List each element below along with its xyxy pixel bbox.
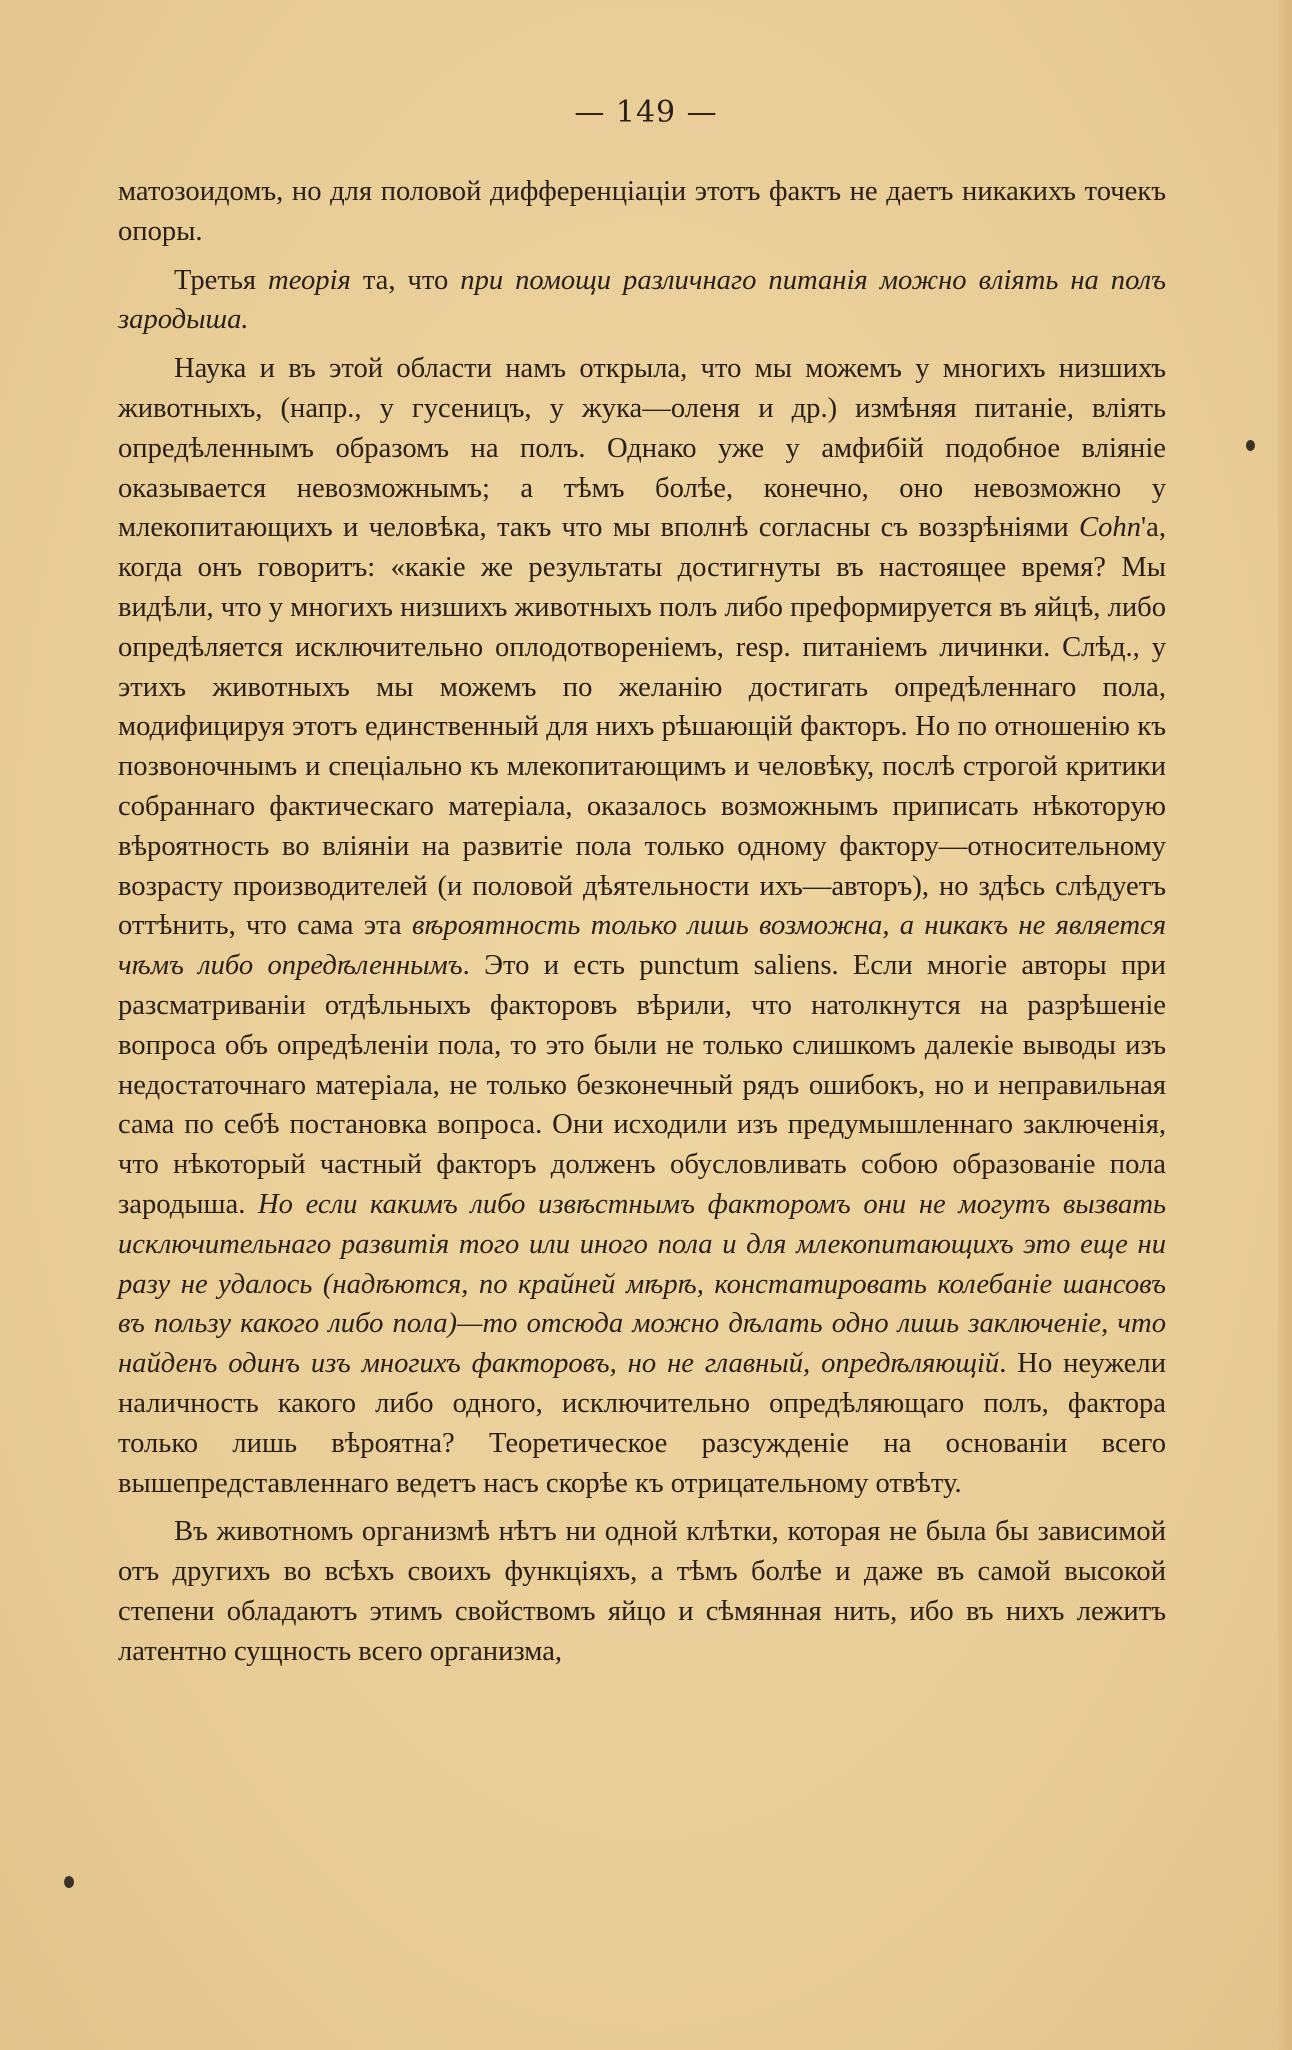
ink-spot <box>1246 440 1255 451</box>
paragraph <box>118 172 1166 252</box>
paragraph <box>118 349 1166 1503</box>
italic-run: при помощи различнаго питанія можно вліять на полъ зародыша. <box>118 264 1166 336</box>
paragraph <box>118 261 1166 341</box>
text-run: Третья <box>174 264 269 296</box>
italic-run: Но если какимъ либо извѣстнымъ факторомъ они не могутъ вызвать исключительнаго развитія того или иного пола и для млекопитающихъ это еще ни разу не удалось (надѣются, по крайней мѣрѣ, констатировать колебаніе шансовъ въ пользу какого либо пола)—то отсюда можно дѣлать одно лишь заключеніе, что найденъ одинъ изъ многихъ факторовъ, но не главный, опредѣляющій <box>118 1188 1166 1380</box>
page-number: — 149 — <box>574 95 718 130</box>
body-text <box>118 172 1166 1671</box>
text-run: 'а, когда онъ говоритъ: «какіе же результаты достигнуты въ настоящее время? Мы видѣли, что у многихъ низшихъ животныхъ полъ либо преформируется въ яйцѣ, либо опредѣляется исключительно оплодотвореніемъ, resp. питаніемъ личинки. Слѣд., у этихъ животныхъ мы можемъ по желанію достигать опредѣленнаго пола, модифицируя этотъ единственный для нихъ рѣшающій факторъ. Но по отношенію къ позвоночнымъ и спеціально къ млекопитающимъ и человѣку, послѣ строгой критики собраннаго фактическаго матеріала, оказалось возможнымъ приписать нѣкоторую вѣроятность во вліяніи на развитіе пола только одному фактору—относительному возрасту производителей (и половой дѣятельности ихъ—авторъ), но здѣсь слѣдуетъ оттѣнить, что сама эта <box>118 512 1166 942</box>
text-run: . Но неужели наличность какого либо одного, исключительно опредѣляющаго полъ, фактора только лишь вѣроятна? Теоретическое разсужденіе на основаніи всего вышепредставленнаго ведетъ насъ скорѣе къ отрицательному отвѣту. <box>118 1348 1166 1499</box>
text-run: матозоидомъ, но для половой дифференціаціи этотъ фактъ не даетъ никакихъ точекъ опоры. <box>118 176 1166 247</box>
italic-run: теорія <box>268 264 351 296</box>
text-run: . Это и есть punctum saliens. Если многіе авторы при разсматриваніи отдѣльныхъ факторовъ вѣрили, что натолкнутся на разрѣшеніе вопроса объ опредѣленіи пола, то это были не только слишкомъ далекіе выводы изъ недостаточнаго матеріала, не только безконечный рядъ ошибокъ, но и неправильная сама по себѣ постановка вопроса. Они исходили изъ предумышленнаго заключенія, что нѣкоторый частный факторъ долженъ обусловливать собою образованіе пола зародыша. <box>118 950 1166 1220</box>
text-run: Наука и въ этой области намъ открыла, что мы можемъ у многихъ низшихъ животныхъ, (напр., у гусеницъ, у жука—оленя и др.) измѣняя питаніе, вліять опредѣленнымъ образомъ на полъ. Однако уже у амфибій подобное вліяніе оказывается невозможнымъ; а тѣмъ болѣе, конечно, оно невозможно у млекопитающихъ и человѣка, такъ что мы вполнѣ согласны съ воззрѣніями <box>118 353 1166 544</box>
ink-spot <box>64 1876 74 1888</box>
italic-run: Cohn <box>1079 512 1141 544</box>
paragraph <box>118 1512 1166 1671</box>
italic-run: вѣроятность только лишь возможна, а никакъ не является чѣмъ либо опредѣленнымъ <box>118 910 1166 982</box>
text-run: та, что <box>350 264 461 296</box>
page-edge-shadow <box>1278 0 1292 2050</box>
text-run: Въ животномъ организмѣ нѣтъ ни одной клѣтки, которая не была бы зависимой отъ другихъ во всѣхъ своихъ функціяхъ, а тѣмъ болѣе и даже въ самой высокой степени обладаютъ этимъ свойствомъ яйцо и сѣмянная нить, ибо въ нихъ лежитъ латентно сущность всего организма, <box>118 1516 1166 1667</box>
